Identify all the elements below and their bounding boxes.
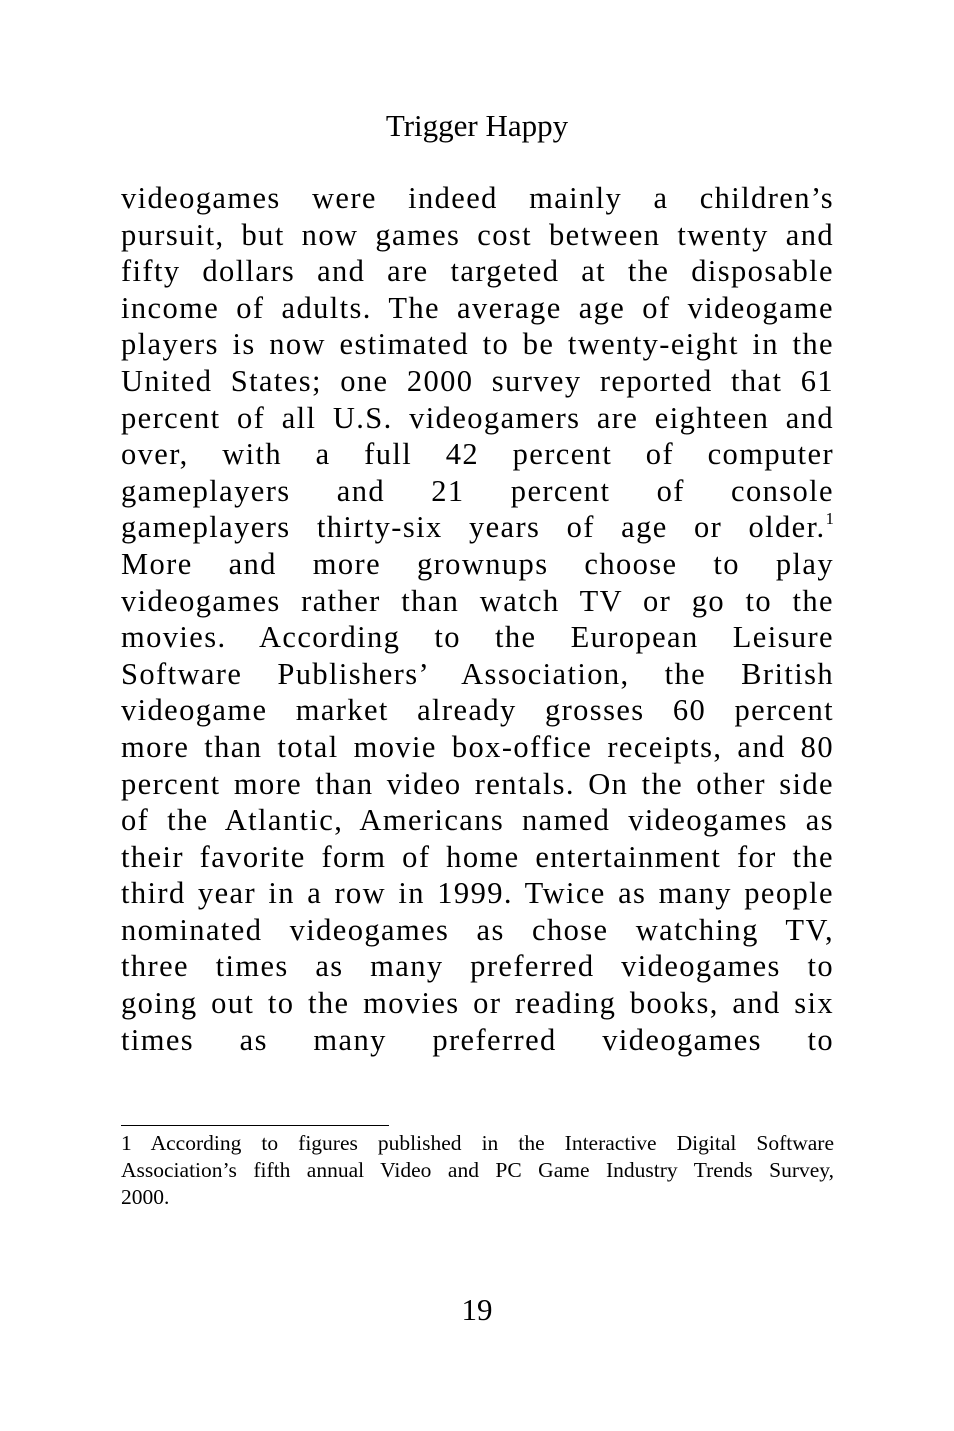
body-line: Software Publishers’ Association, the British [121,656,834,691]
body-line: going out to the movies or reading books, and six [121,986,834,1021]
body-line: videogames were indeed mainly a children’s [121,181,834,215]
footnote [121,1130,834,1211]
body-line: over, with a full 42 percent of computer [121,437,834,472]
page-number: 19 [461,1292,493,1327]
body-line: more than total movie box-office receipts, and 80 [121,729,834,764]
body-line: movies. According to the European Leisure [121,620,834,655]
body-line: times as many preferred videogames to [121,1022,834,1057]
body-text [121,180,834,1058]
footnote-reference: 1 [825,509,834,529]
running-head: Trigger Happy [385,108,569,143]
body-line: gameplayers and 21 percent of console [121,473,834,508]
footnote-line: 1 According to figures published in the Interactive Digital Software [121,1131,834,1155]
body-line: pursuit, but now games cost between twenty and [121,217,834,252]
body-line: More and more grownups choose to play [121,546,834,581]
body-line: third year in a row in 1999. Twice as many people [121,876,834,911]
body-line: income of adults. The average age of videogame [121,290,834,325]
body-line: videogame market already grosses 60 percent [121,693,834,728]
footnote-line: 2000. [121,1185,170,1209]
body-line: United States; one 2000 survey reported that 61 [121,363,834,398]
body-line: their favorite form of home entertainment for the [121,839,834,874]
body-line: percent more than video rentals. On the other side [121,766,834,801]
body-line: percent of all U.S. videogamers are eighteen and [121,400,834,435]
body-line: nominated videogames as chose watching TV, [121,912,834,947]
body-line: three times as many preferred videogames to [121,949,834,984]
body-line-with-footnote [121,509,834,546]
footnote-divider [121,1125,389,1126]
body-line: players is now estimated to be twenty-eight in the [121,327,834,362]
body-line: fifty dollars and are targeted at the disposable [121,254,834,289]
body-line: of the Atlantic, Americans named videogames as [121,803,834,838]
body-line: videogames rather than watch TV or go to the [121,583,834,618]
body-line-text: gameplayers thirty-six years of age or older. [121,510,826,545]
footnote-line: Association’s fifth annual Video and PC Game Industry Trends Survey, [121,1158,834,1182]
